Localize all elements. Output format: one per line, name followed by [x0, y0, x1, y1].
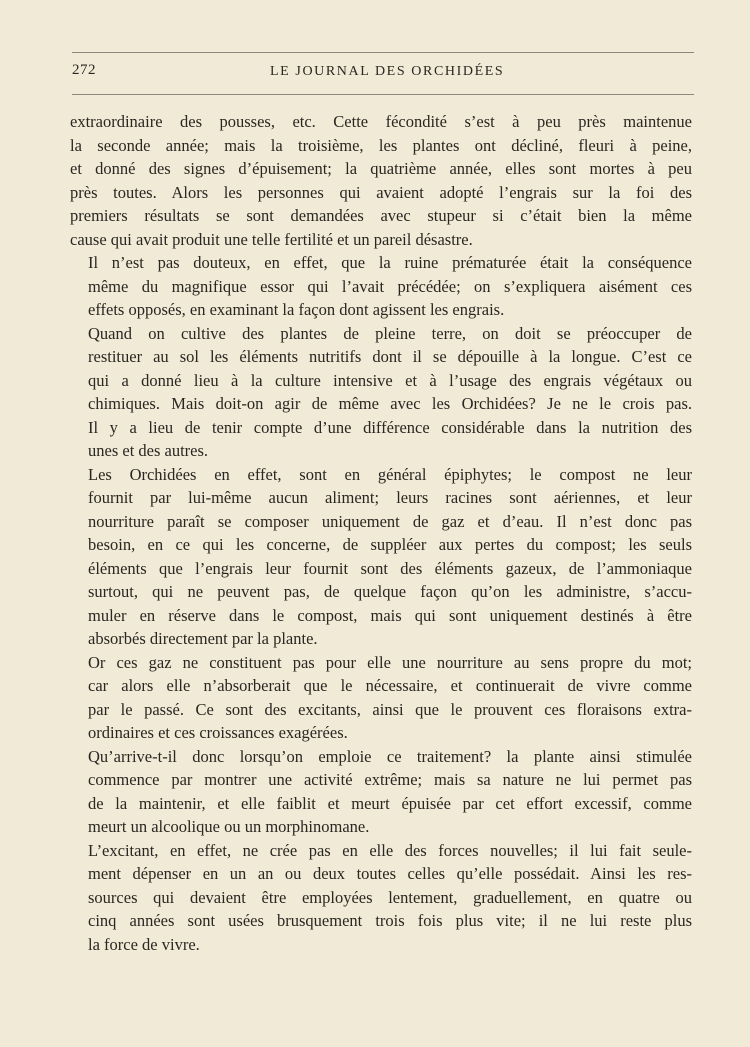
paragraph	[70, 110, 692, 251]
text-line: ment dépenser en un an ou deux toutes celles qu’elle possédait. Ainsi les res-	[88, 864, 692, 883]
text-line: commence par montrer une activité extrême; mais sa nature ne lui permet pas	[88, 770, 692, 789]
text-line: absorbés directement par la plante.	[88, 629, 318, 648]
text-line: par le passé. Ce sont des excitants, ainsi que le prouvent ces floraisons extra-	[88, 699, 692, 719]
text-line: même du magnifique essor qui l’avait précédée; on s’expliquera aisément ces	[88, 276, 692, 296]
text-line: chimiques. Mais doit-on agir de même avec les Orchidées? Je ne le crois pas.	[88, 394, 692, 413]
text-line: qui a donné lieu à la culture intensive et à l’usage des engrais végétaux ou	[88, 370, 692, 390]
text-line: extraordinaire des pousses, etc. Cette fécondité s’est à peu près maintenue	[70, 112, 692, 131]
text-line: car alors elle n’absorberait que le nécessaire, et continuerait de vivre comme	[88, 676, 692, 695]
text-line: et donné des signes d’épuisement; la quatrième année, elles sont mortes à peu	[70, 159, 692, 178]
header-rule-bottom	[72, 94, 694, 95]
text-line: nourriture paraît se composer uniquement de gaz et d’eau. Il n’est donc pas	[88, 511, 692, 531]
text-line: cause qui avait produit une telle fertilité et un pareil désastre.	[70, 229, 473, 249]
page-number: 272	[72, 62, 96, 78]
text-line: meurt un alcoolique ou un morphinomane.	[88, 817, 370, 836]
paragraph	[70, 322, 692, 463]
text-line: surtout, qui ne peuvent pas, de quelque façon qu’on les administre, s’accu-	[88, 582, 692, 601]
text-line: Qu’arrive-t-il donc lorsqu’on emploie ce traitement? la plante ainsi stimulée	[88, 746, 692, 766]
paragraph	[70, 651, 692, 745]
paragraph	[70, 745, 692, 839]
text-line: sources qui devaient être employées lentement, graduellement, en quatre ou	[88, 887, 692, 907]
text-line: L’excitant, en effet, ne crée pas en elle des forces nouvelles; il lui fait seule-	[88, 840, 692, 860]
text-line: effets opposés, en examinant la façon dont agissent les engrais.	[88, 300, 505, 319]
text-line: éléments que l’engrais leur fournit sont des éléments gazeux, de l’ammoniaque	[88, 558, 692, 578]
text-line: Il y a lieu de tenir compte d’une différence considérable dans la nutrition des	[88, 417, 692, 437]
text-line: cinq années sont usées brusquement trois fois plus vite; il ne lui reste plus	[88, 911, 692, 930]
paragraph	[70, 463, 692, 651]
text-line: besoin, en ce qui les concerne, de suppléer aux pertes du compost; les seuls	[88, 535, 692, 554]
text-line: muler en réserve dans le compost, mais qui sont uniquement destinés à être	[88, 605, 692, 625]
text-line: Quand on cultive des plantes de pleine terre, on doit se préoccuper de	[88, 323, 692, 343]
text-line: restituer au sol les éléments nutritifs dont il se dépouille à la longue. C’est ce	[88, 347, 692, 366]
body-text	[70, 110, 692, 956]
text-line: la seconde année; mais la troisième, les plantes ont décliné, fleuri à peine,	[70, 135, 692, 155]
text-line: près toutes. Alors les personnes qui avaient adopté l’engrais sur la foi des	[70, 182, 692, 202]
text-line: premiers résultats se sont demandées avec stupeur si c’était bien la même	[70, 206, 692, 225]
text-line: Il n’est pas douteux, en effet, que la ruine prématurée était la conséquence	[88, 253, 692, 272]
paragraph	[70, 251, 692, 322]
text-line: unes et des autres.	[88, 441, 209, 460]
paragraph	[70, 839, 692, 957]
text-line: ordinaires et ces croissances exagérées.	[88, 723, 348, 742]
text-line: de la maintenir, et elle faiblit et meurt épuisée par cet effort excessif, comme	[88, 793, 692, 813]
text-line: Les Orchidées en effet, sont en général épiphytes; le compost ne leur	[88, 464, 692, 484]
text-line: fournit par lui-même aucun aliment; leurs racines sont aériennes, et leur	[88, 488, 692, 507]
header-rule-top	[72, 52, 694, 53]
text-line: Or ces gaz ne constituent pas pour elle une nourriture au sens propre du mot;	[88, 652, 692, 672]
text-line: la force de vivre.	[88, 934, 200, 954]
running-title: LE JOURNAL DES ORCHIDÉES	[270, 64, 505, 79]
